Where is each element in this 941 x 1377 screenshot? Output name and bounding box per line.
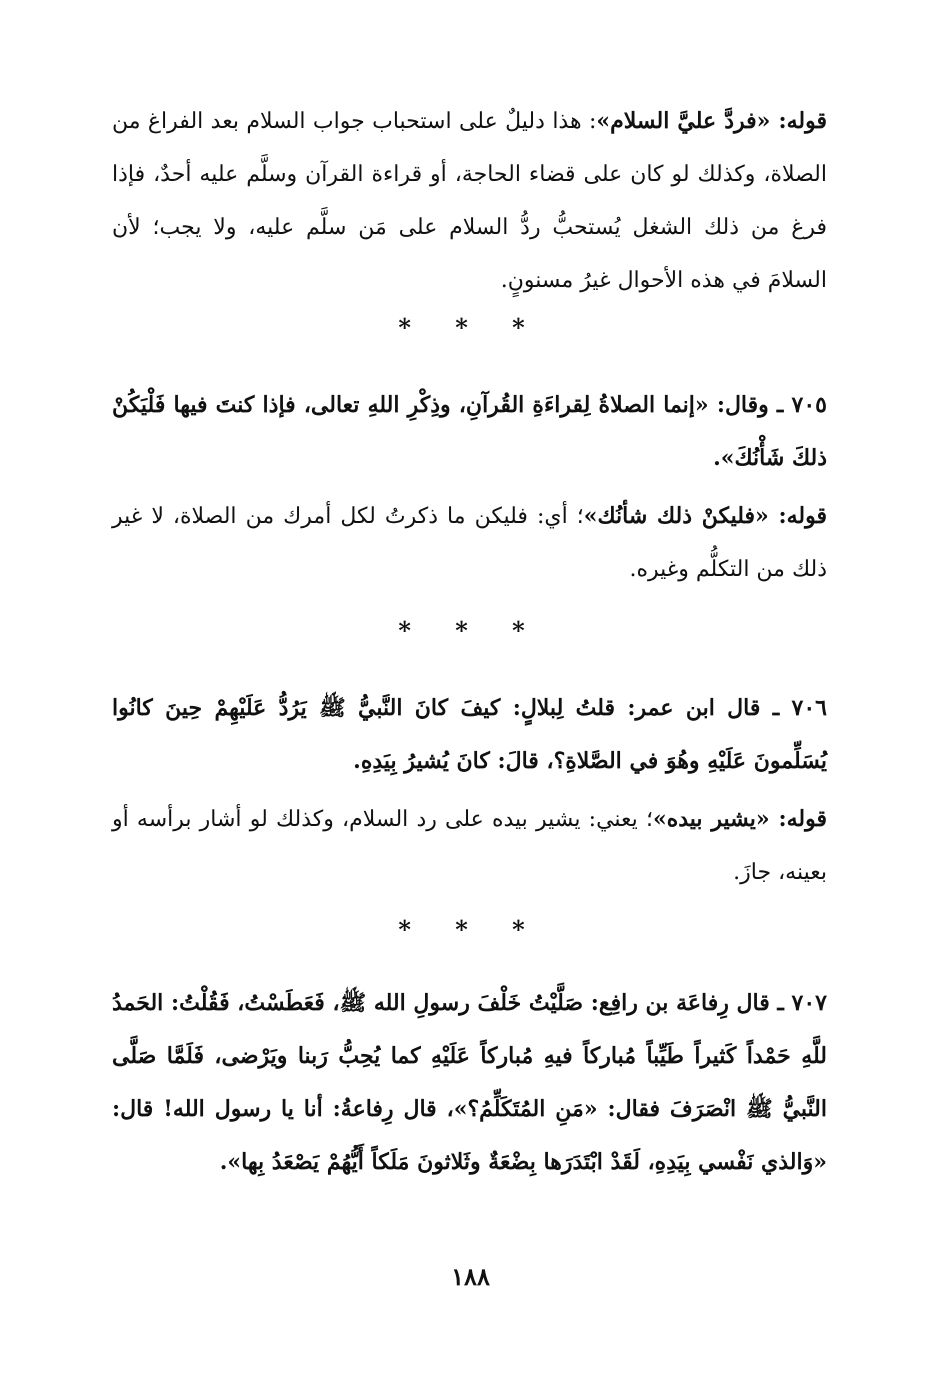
commentary-lead: قوله: «فليكنْ ذلك شأنُك» bbox=[583, 503, 827, 529]
commentary-lead: قوله: «يشير بيده» bbox=[652, 806, 827, 832]
commentary-paragraph-1 bbox=[112, 95, 827, 307]
hadith-705: ٧٠٥ ـ وقال: «إنما الصلاةُ لِقراءَةِ القُرآنِ، وذِكْرِ اللهِ تعالى، فإذا كنتَ فيها فَلْيَكُنْ ذلكَ شَأْنُكَ». bbox=[112, 392, 827, 471]
hadith-707: ٧٠٧ ـ قال رِفاعَة بن رافِع: صَلَّيْتُ خَلْفَ رسولِ الله ﷺ، فَعَطَسْتُ، فَقُلْتُ: الحَمدُ للَّهِ حَمْداً كَثيراً طَيِّباً مُباركاً فيهِ مُباركاً عَلَيْهِ كما يُحِبُّ رَبنا ويَرْضى، فَلَمَّا صَلَّى النَّبيُّ ﷺ انْصَرَفَ فقال: «مَنِ المُتَكَلِّمُ؟»، قال رِفاعةُ: أنا يا رسول الله! قال: «وَالذي نَفْسي بِيَدِهِ، لَقَدْ ابْتَدَرَها بِضْعَةٌ وثَلاثونَ مَلَكاً أَيُّهُمْ يَصْعَدُ بِها». bbox=[112, 990, 827, 1175]
commentary-text: ؛ أي: فليكن ما ذكرتُ لكل أمرك من الصلاة، لا غير ذلك من التكلُّم وغيره. bbox=[112, 504, 827, 582]
commentary-lead: قوله: «فردَّ عليَّ السلام» bbox=[596, 108, 827, 134]
section-separator: * * * bbox=[398, 915, 543, 944]
section-separator: * * * bbox=[398, 313, 543, 342]
commentary-text: : هذا دليلٌ على استحباب جواب السلام بعد الفراغ من الصلاة، وكذلك لو كان على قضاء الحاجة، أو قراءة القرآن وسلَّم عليه أحدٌ، فإذا فرغ من ذلك الشغل يُستحبُّ ردُّ السلام على مَن سلَّم عليه، ولا يجب؛ لأن السلامَ في هذه الأحوال غيرُ مسنونٍ. bbox=[112, 109, 827, 293]
commentary-text: ؛ يعني: يشير بيده على رد السلام، وكذلك لو أشار برأسه أو بعينه، جازَ. bbox=[112, 807, 827, 885]
section-separator: * * * bbox=[398, 616, 543, 645]
hadith-706: ٧٠٦ ـ قال ابن عمر: قلتُ لِبلالٍ: كيفَ كانَ النَّبيُّ ﷺ يَرُدُّ عَلَيْهِمْ حِينَ كانُوا يُسَلِّمونَ عَلَيْهِ وهُوَ في الصَّلاةِ؟، قالَ: كانَ يُشيرُ بِيَدِهِ. bbox=[112, 695, 827, 774]
page-number: ١٨٨ bbox=[451, 1262, 490, 1291]
commentary-paragraph-2 bbox=[112, 490, 827, 596]
commentary-paragraph-3 bbox=[112, 793, 827, 899]
